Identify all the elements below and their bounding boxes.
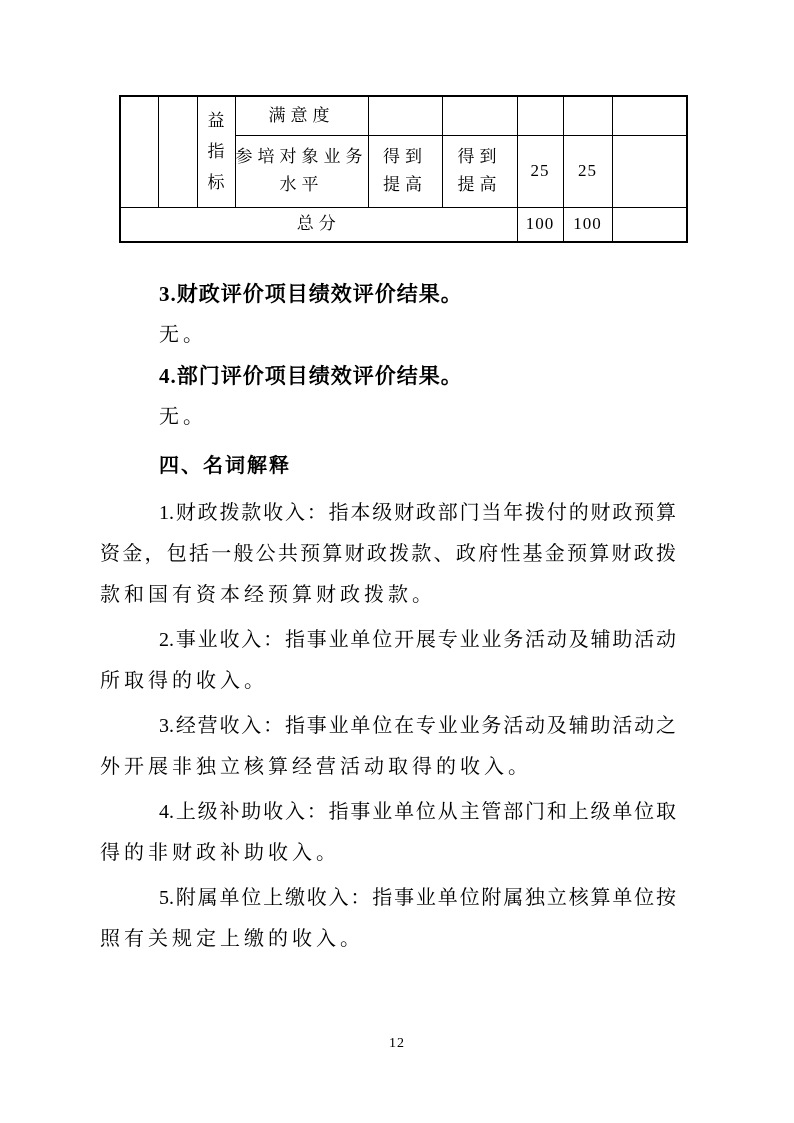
performance-indicator-table: [119, 95, 688, 243]
fiscal-evaluation-result-value: 无。: [159, 324, 207, 346]
table-cell-empty: [158, 96, 197, 207]
paragraph-line: 资金，包括一般公共预算财政拨款、政府性基金预算财政拨: [100, 543, 676, 565]
glossary-section-heading: 四、名词解释: [159, 455, 291, 477]
paragraph-line: 3.经营收入：指事业单位在专业业务活动及辅助活动之: [159, 715, 676, 737]
total-score-col1: 100: [517, 207, 563, 242]
document-body: [100, 274, 676, 960]
table-cell-empty: [563, 96, 612, 135]
benefit-indicator-label: 益指标: [207, 111, 225, 193]
table-cell-empty: [368, 96, 442, 135]
paragraph-line: 得的非财政补助收入。: [100, 842, 340, 864]
training-target-cell: [368, 135, 442, 207]
table-cell-empty: [442, 96, 517, 135]
training-indicator-cell: [235, 135, 368, 207]
paragraph-line: 款和国有资本经预算财政拨款。: [100, 584, 436, 606]
glossary-paragraph: [100, 493, 676, 616]
paragraph-line: 5.附属单位上缴收入：指事业单位附属独立核算单位按: [159, 887, 676, 909]
department-evaluation-result-value: 无。: [159, 406, 207, 428]
total-score-col2: 100: [563, 207, 612, 242]
paragraph-line: 2.事业收入：指事业单位开展专业业务活动及辅助活动: [159, 629, 676, 651]
table-cell-empty: [612, 96, 687, 135]
paragraph-line: 照有关规定上缴的收入。: [100, 928, 364, 950]
training-score-col1: 25: [517, 135, 563, 207]
department-evaluation-result-heading: 4.部门评价项目绩效评价结果。: [159, 364, 463, 388]
paragraph-line: 1.财政拨款收入：指本级财政部门当年拨付的财政预算: [159, 502, 676, 524]
table-cell-empty: [517, 96, 563, 135]
glossary-paragraph: [100, 878, 676, 960]
table-cell-empty: [120, 96, 158, 207]
training-target-line2: 提高: [383, 175, 427, 194]
glossary-paragraph: [100, 792, 676, 874]
total-score-label: 总分: [120, 207, 517, 242]
training-score-col2: 25: [563, 135, 612, 207]
table-cell-empty: [612, 207, 687, 242]
benefit-indicator-cell: [197, 96, 235, 207]
training-actual-line1: 得到: [457, 147, 502, 166]
page-number: 12: [389, 1036, 405, 1051]
training-actual-cell: [442, 135, 517, 207]
training-indicator-line2: 水平: [279, 175, 324, 194]
fiscal-evaluation-result-heading: 3.财政评价项目绩效评价结果。: [159, 282, 463, 306]
training-target-line1: 得到: [383, 147, 427, 166]
paragraph-line: 4.上级补助收入：指事业单位从主管部门和上级单位取: [159, 801, 676, 823]
glossary-paragraph: [100, 620, 676, 702]
satisfaction-indicator-cell: 满意度: [235, 96, 368, 135]
paragraph-line: 所取得的收入。: [100, 670, 268, 692]
training-indicator-line1: 参培对象业务: [235, 147, 368, 166]
glossary-paragraph: [100, 706, 676, 788]
training-actual-line2: 提高: [457, 175, 502, 194]
table-cell-empty: [612, 135, 687, 207]
paragraph-line: 外开展非独立核算经营活动取得的收入。: [100, 756, 532, 778]
